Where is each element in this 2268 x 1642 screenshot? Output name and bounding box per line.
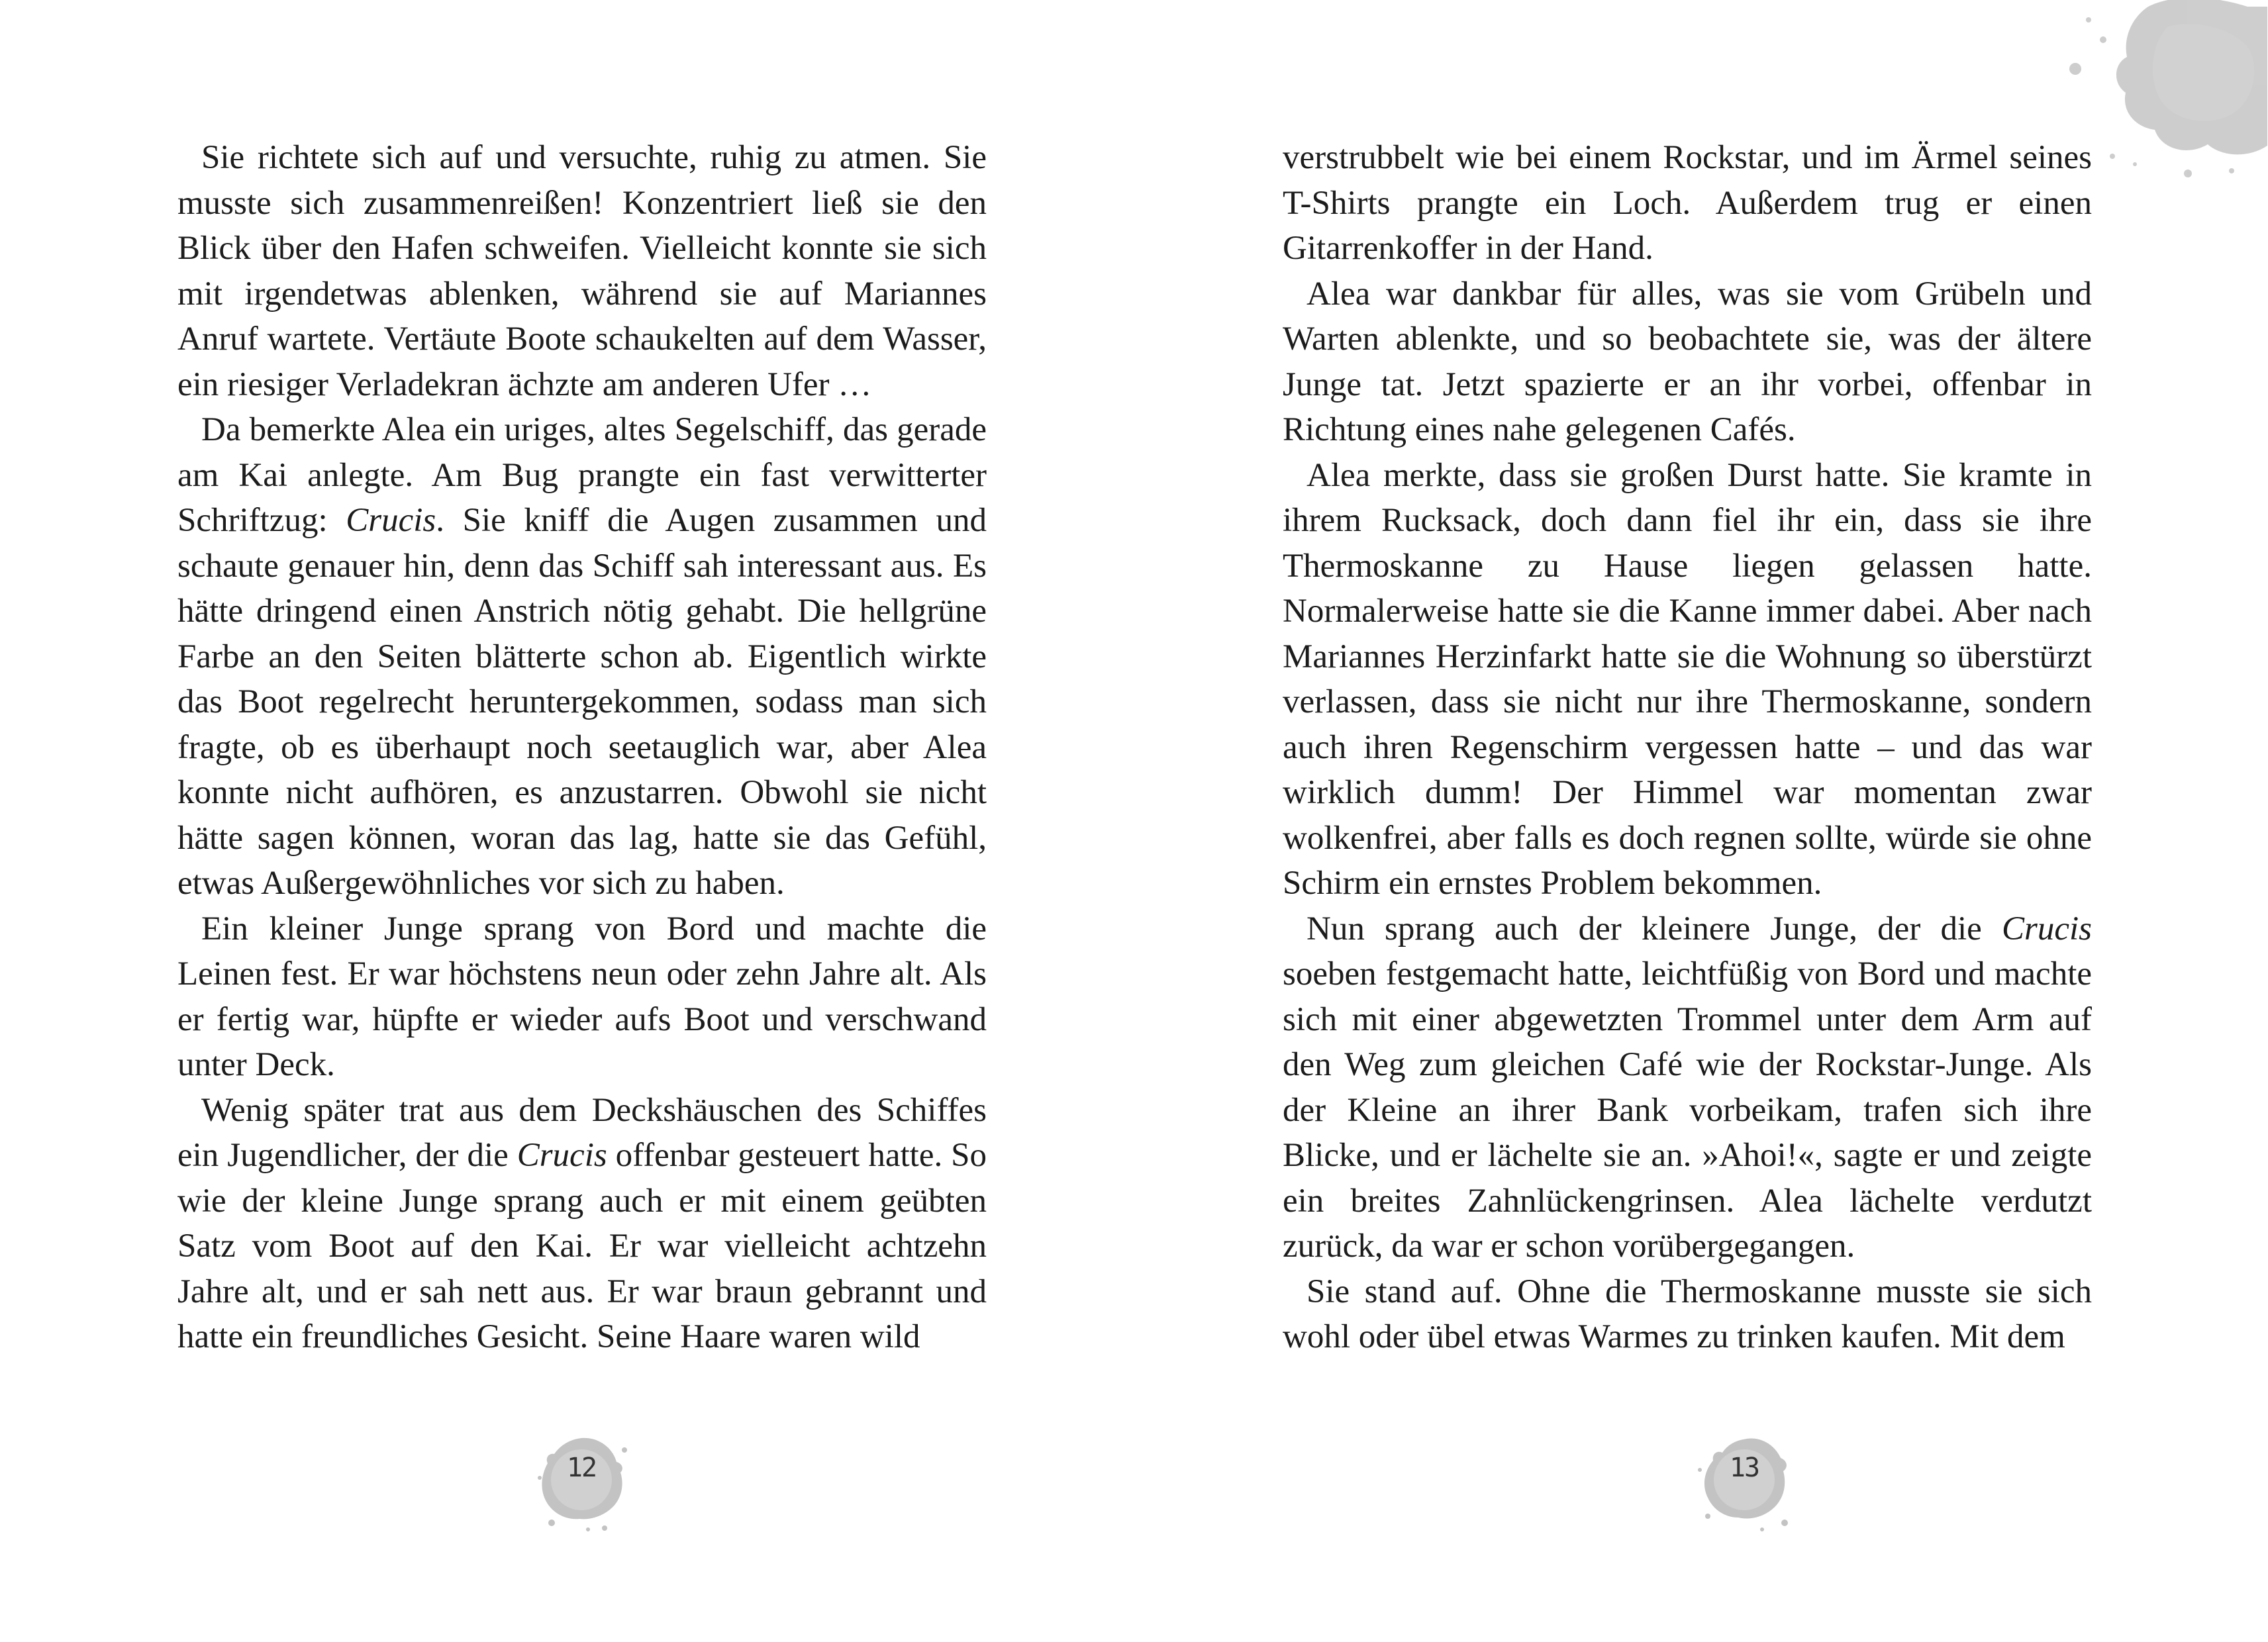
right-page-text (1283, 135, 2092, 1360)
ship-name: Crucis (517, 1137, 607, 1174)
paragraph: Alea merkte, dass sie großen Durst hatte. Sie kramte in ihrem Rucksack, doch dann fiel ihr ein, dass sie ihre Thermoskanne zu Hause liegen gelassen hatte. Normalerweise hatte sie die Kanne immer dabei. Aber nach Mariannes Herzinfarkt hatte sie die Wohnung so überstürzt verlassen, dass sie nicht nur ihre Thermoskanne, sondern auch ihren Regenschirm vergessen hatte – und das war wirklich dumm! Der Himmel war momentan zwar wolkenfrei, aber falls es doch regnen sollte, würde sie ohne Schirm ein ernstes Problem bekommen. (1283, 456, 2092, 902)
ship-name: Crucis (346, 502, 436, 539)
paragraph: verstrubbelt wie bei einem Rockstar, und im Ärmel seines T-Shirts prangte ein Loch. Außerdem trug er einen Gitarrenkoffer in der Hand. (1283, 139, 2092, 267)
right-page (1134, 0, 2267, 1642)
paragraph: Da bemerkte Alea ein uriges, altes Segelschiff, das gerade am Kai anlegte. Am Bug prangte ein fast verwitterter Schriftzug: Crucis. Sie kniff die Augen zusammen und schaute genauer hin, denn das Schiff sah interessant aus. Es hätte dringend einen Anstrich nötig gehabt. Die hellgrüne Farbe an den Seiten blätterte schon ab. Eigentlich wirkte das Boot regelrecht heruntergekommen, sodass man sich fragte, ob es überhaupt noch seetauglich war, aber Alea konnte nicht aufhören, es anzustarren. Obwohl sie nicht hätte sagen können, woran das lag, hatte sie das Gefühl, etwas Außergewöhnliches vor sich zu haben. (177, 411, 987, 902)
left-page-text (177, 135, 987, 1360)
paragraph: Nun sprang auch der kleinere Junge, der die Crucis soeben festgemacht hatte, leichtfüßig von Bord und machte sich mit einer abgewetzten Trommel unter dem Arm auf den Weg zum gleichen Café wie der Rockstar-Junge. Als der Kleine an ihrer Bank vorbeikam, trafen sich ihre Blicke, und er lächelte sie an. »Ahoi!«, sagte er und zeigte ein breites Zahnlückengrinsen. Alea lächelte verdutzt zurück, da war er schon vorübergegangen. (1283, 910, 2092, 1265)
paragraph: Sie richtete sich auf und versuchte, ruhig zu atmen. Sie musste sich zusammenreißen! Konzentriert ließ sie den Blick über den Hafen schweifen. Vielleicht konnte sie sich mit irgendetwas ablenken, während sie auf Mariannes Anruf wartete. Vertäute Boote schaukelten auf dem Wasser, ein riesiger Verladekran ächzte am anderen Ufer … (177, 139, 987, 403)
ink-splash-icon (2049, 0, 2267, 192)
paragraph: Sie stand auf. Ohne die Thermoskanne musste sie sich wohl oder übel etwas Warmes zu trinken kaufen. Mit dem (1283, 1273, 2092, 1355)
page-number-badge (1688, 1424, 1800, 1536)
paragraph: Wenig später trat aus dem Deckshäuschen des Schiffes ein Jugendlicher, der die Crucis offenbar gesteuert hatte. So wie der kleine Junge sprang auch er mit einem geübten Satz vom Boot auf den Kai. Er war vielleicht achtzehn Jahre alt, und er sah nett aus. Er war braun gebrannt und hatte ein freundliches Gesicht. Seine Haare waren wild (177, 1091, 987, 1355)
page-number-badge (525, 1424, 638, 1536)
paragraph: Ein kleiner Junge sprang von Bord und machte die Leinen fest. Er war höchstens neun oder zehn Jahre alt. Als er fertig war, hüpfte er wieder aufs Boot und verschwand unter Deck. (177, 910, 987, 1083)
page-number: 13 (1729, 1453, 1759, 1483)
ship-name: Crucis (2001, 910, 2092, 947)
paragraph: Alea war dankbar für alles, was sie vom Grübeln und Warten ablenkte, und so beobachtete sie, was der ältere Junge tat. Jetzt spazierte er an ihr vorbei, offenbar in Richtung eines nahe gelegenen Cafés. (1283, 275, 2092, 448)
page-number: 12 (566, 1453, 597, 1483)
